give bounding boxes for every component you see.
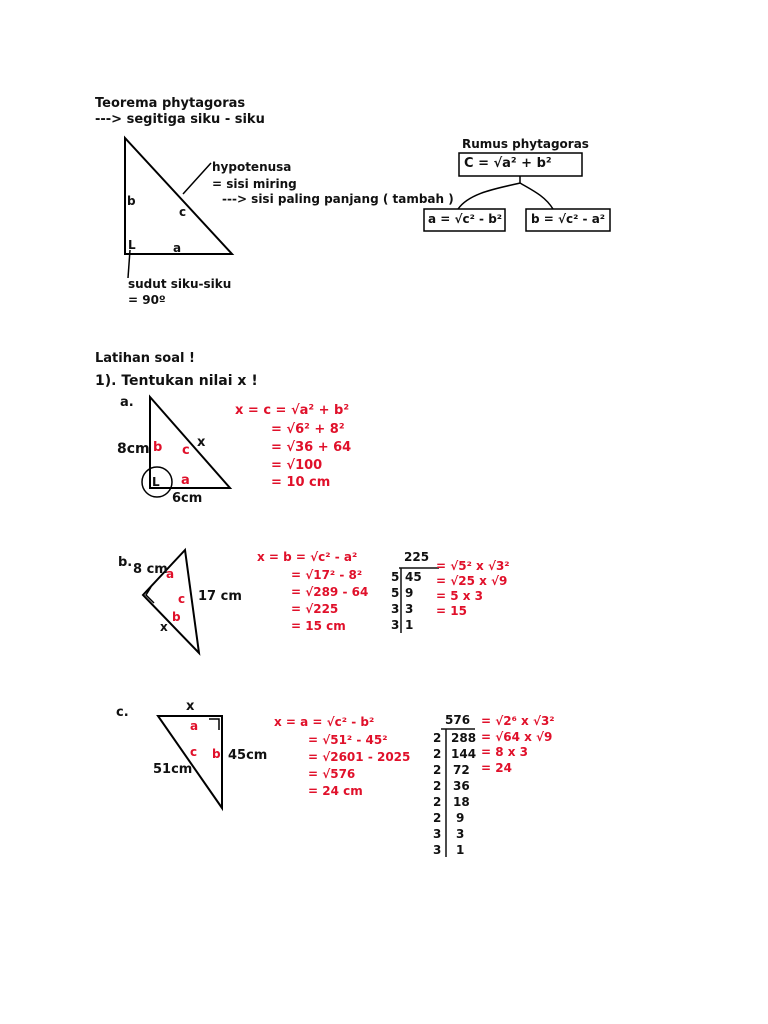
formula-a: a = √c² - b² [428,212,503,226]
problem-b-step-2: = √17² - 8² [291,568,363,582]
factor-c-quotient-8: 1 [456,843,465,857]
problem-b-step-1: x = b = √c² - a² [257,550,358,564]
factor-c-result-3: = 8 x 3 [481,745,529,759]
factor-b-result-1: = √5² x √3² [436,559,510,573]
problem-b-step-4: = √225 [291,602,339,616]
problem-a-a: a [181,473,190,488]
factor-c-result-2: = √64 x √9 [481,730,553,744]
exercise-question: 1). Tentukan nilai x ! [95,373,258,389]
right-angle-value: = 90º [128,293,166,307]
factor-b-quotient-1: 45 [405,570,422,584]
factor-c-divisor-2: 2 [433,747,442,761]
formula-branch-right [520,183,553,209]
problem-a-right-angle-mark: L [152,475,160,489]
factor-b-result-3: = 5 x 3 [436,589,484,603]
problem-a-side-bottom: 6cm [172,491,203,506]
problem-c-a: a [190,719,199,733]
factor-c-quotient-4: 36 [453,779,470,793]
problem-c-step-3: = √2601 - 2025 [308,750,411,764]
problem-b-a: a [166,567,175,581]
factor-c-number: 576 [445,713,471,727]
problem-a-step-2: = √6² + 8² [271,422,345,437]
exercise-heading: Latihan soal ! [95,351,195,366]
hypotenuse-desc: = sisi miring [212,177,297,191]
problem-b-side-right: 17 cm [198,589,242,604]
right-angle-label: sudut siku-siku [128,277,232,291]
triangle-c-angle-mark [209,719,219,730]
problem-a-step-5: = 10 cm [271,475,331,490]
problem-b-side-top: 8 cm [133,562,168,577]
factor-b-result-2: = √25 x √9 [436,574,508,588]
hypotenuse-pointer [183,163,211,194]
factor-c-divisor-1: 2 [433,731,442,745]
problem-b-x: x [160,620,168,634]
factor-c-result-4: = 24 [481,761,512,775]
formula-b: b = √c² - a² [531,212,606,226]
factor-b-quotient-2: 9 [405,586,414,600]
problem-c-step-5: = 24 cm [308,784,363,798]
formula-branch-left [458,176,520,209]
factor-b-number: 225 [404,550,430,564]
problem-a-side-left: 8cm [117,441,150,457]
factor-c-quotient-7: 3 [456,827,465,841]
main-label-b: b [127,194,136,208]
problem-c-side-left: 51cm [153,762,193,777]
factor-c-divisor-4: 2 [433,779,442,793]
problem-a-step-1: x = c = √a² + b² [235,403,350,418]
main-triangle [125,138,232,254]
problem-c-b: b [212,747,221,761]
factor-b-divisor-3: 3 [391,602,400,616]
problem-b-step-5: = 15 cm [291,619,346,633]
hypotenuse-label: hypotenusa [212,160,292,174]
problem-b-step-3: = √289 - 64 [291,585,369,599]
main-label-a: a [173,241,182,255]
problem-a-step-4: = √100 [271,458,323,473]
problem-c-step-1: x = a = √c² - b² [274,715,375,729]
problem-c-c: c [190,745,198,759]
problem-c-step-4: = √576 [308,767,356,781]
problem-c-x: x [186,699,195,714]
formula-title: Rumus phytagoras [462,137,589,151]
factor-b-quotient-3: 3 [405,602,414,616]
factor-c-result-1: = √2⁶ x √3² [481,714,555,728]
factor-c-quotient-5: 18 [453,795,470,809]
factor-c-divisor-5: 2 [433,795,442,809]
factor-c-divisor-7: 3 [433,827,442,841]
problem-a-c: c [182,443,190,458]
problem-c-step-2: = √51² - 45² [308,733,388,747]
factor-c-divisor-6: 2 [433,811,442,825]
main-label-c: c [179,205,187,219]
factor-b-divisor-4: 3 [391,618,400,632]
problem-a-step-3: = √36 + 64 [271,440,352,455]
problem-a-b: b [153,440,163,455]
problem-a-label: a. [120,395,134,410]
factor-b-divisor-2: 5 [391,586,400,600]
main-right-angle-mark: L [128,238,136,252]
factor-b-result-4: = 15 [436,604,467,618]
factor-c-divisor-8: 3 [433,843,442,857]
factor-c-quotient-6: 9 [456,811,465,825]
page-subtitle: ---> segitiga siku - siku [95,112,265,127]
problem-c-side-right: 45cm [228,748,268,763]
page-title: Teorema phytagoras [95,96,246,111]
problem-b-c: c [178,592,186,606]
factor-c-divisor-3: 2 [433,763,442,777]
factor-b-quotient-4: 1 [405,618,414,632]
hypotenuse-note: ---> sisi paling panjang ( tambah ) [222,192,454,206]
problem-a-x: x [197,435,206,450]
problem-c-label: c. [116,705,129,720]
formula-main: C = √a² + b² [464,156,552,171]
problem-b-b: b [172,610,181,624]
factor-c-quotient-2: 144 [451,747,477,761]
factor-c-quotient-1: 288 [451,731,477,745]
problem-b-label: b. [118,555,133,570]
factor-c-quotient-3: 72 [453,763,470,777]
factor-b-divisor-1: 5 [391,570,400,584]
